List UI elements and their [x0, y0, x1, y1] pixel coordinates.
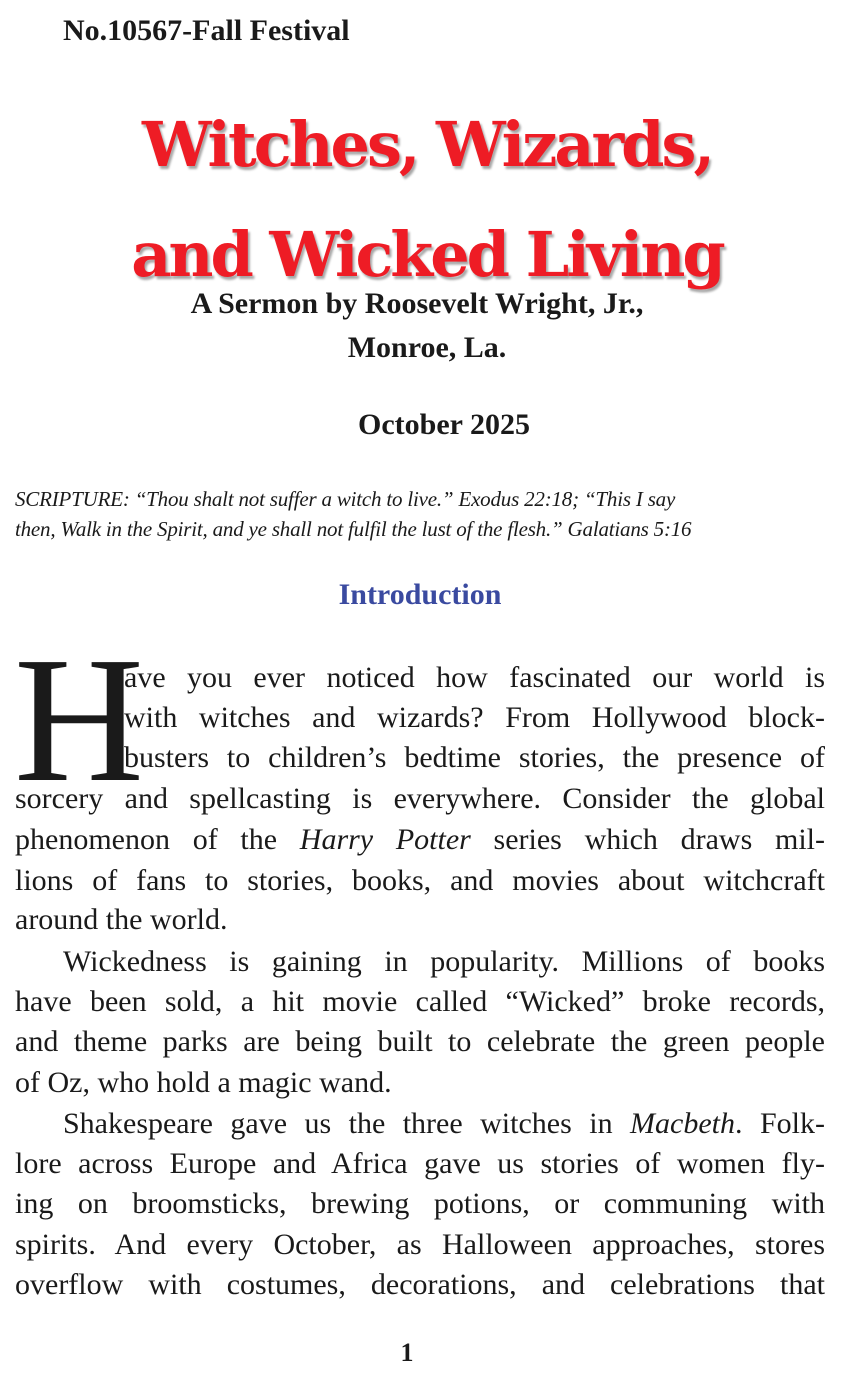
drop-cap: H	[14, 620, 144, 819]
book-title-harry-potter: Harry Potter	[299, 823, 471, 856]
play-title-macbeth: Macbeth	[630, 1107, 736, 1140]
p1-line-5-pre: phenomenon of the	[15, 823, 300, 856]
p3-line-3: ing on broomsticks, brewing potions, or communing with	[15, 1187, 825, 1220]
sermon-date: October 2025	[358, 408, 530, 441]
p2-line-2: have been sold, a hit movie called “Wicked” broke records,	[15, 985, 825, 1018]
p3-line-1	[63, 1104, 825, 1144]
p1-line-7: around the world.	[15, 903, 228, 936]
p1-line-4: sorcery and spellcasting is everywhere. Consider the global	[15, 782, 825, 815]
p1-line-2: with witches and wizards? From Hollywood block-	[124, 701, 825, 734]
title-line-2: and Wicked Living	[131, 218, 723, 291]
issue-number: No.10567-Fall Festival	[63, 14, 350, 47]
scripture-line-2: then, Walk in the Spirit, and ye shall not fulfil the lust of the flesh.” Galatians 5:16	[15, 517, 692, 541]
p1-line-3: busters to children’s bedtime stories, the presence of	[124, 741, 825, 774]
p2-line-1: Wickedness is gaining in popularity. Millions of books	[63, 945, 825, 978]
title-line-1: Witches, Wizards,	[141, 108, 713, 181]
p2-line-3: and theme parks are being built to celebrate the green people	[15, 1025, 825, 1058]
section-heading-introduction: Introduction	[338, 578, 502, 611]
p3-line-1-pre: Shakespeare gave us the three witches in	[63, 1107, 631, 1140]
byline-author: A Sermon by Roosevelt Wright, Jr.,	[190, 287, 644, 320]
page-number: 1	[400, 1338, 414, 1367]
byline-location: Monroe, La.	[347, 331, 507, 364]
p1-line-1: ave you ever noticed how fascinated our world is	[124, 661, 825, 694]
p1-line-5-post: series which draws mil-	[470, 823, 825, 856]
p1-line-6: lions of fans to stories, books, and movies about witchcraft	[15, 864, 825, 897]
p2-line-4: of Oz, who hold a magic wand.	[15, 1066, 392, 1099]
p3-line-1-post: . Folk-	[735, 1107, 825, 1140]
p3-line-4: spirits. And every October, as Halloween approaches, stores	[15, 1228, 825, 1261]
p3-line-5: overflow with costumes, decorations, and celebrations that	[15, 1268, 825, 1301]
scripture-line-1: SCRIPTURE: “Thou shalt not suffer a witch to live.” Exodus 22:18; “This I say	[15, 487, 676, 511]
p1-line-5	[15, 820, 825, 860]
p3-line-2: lore across Europe and Africa gave us stories of women fly-	[15, 1147, 825, 1180]
